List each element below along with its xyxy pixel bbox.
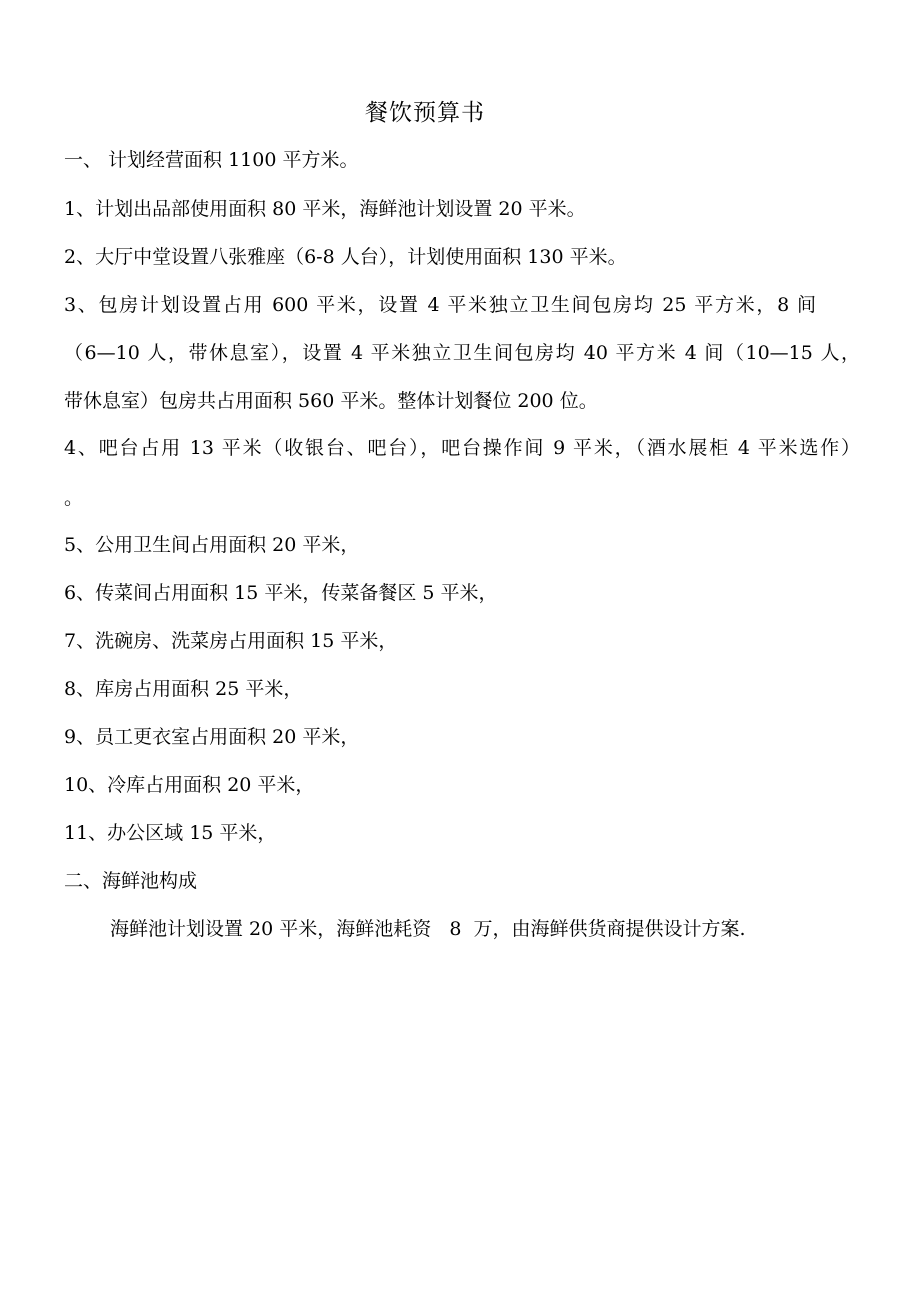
line-item-3-part-2: （6—10 人，带休息室），设置 4 平米独立卫生间包房均 40 平方米 4 间（10—15 人， bbox=[64, 342, 860, 364]
line-item-5: 5、公用卫生间占用面积 20 平米， bbox=[64, 534, 360, 556]
line-item-1: 1、计划出品部使用面积 80 平米，海鲜池计划设置 20 平米。 bbox=[64, 198, 586, 220]
line-section-2-body: 海鲜池计划设置 20 平米，海鲜池耗资 8 万，由海鲜供货商提供设计方案. bbox=[110, 918, 746, 940]
line-section-1-heading: 一、 计划经营面积 1100 平方米。 bbox=[64, 149, 359, 171]
line-item-9: 9、员工更衣室占用面积 20 平米， bbox=[64, 726, 360, 748]
line-section-2-heading: 二、海鲜池构成 bbox=[64, 870, 198, 892]
line-item-8: 8、库房占用面积 25 平米， bbox=[64, 678, 303, 700]
line-item-2: 2、大厅中堂设置八张雅座（6-8 人台），计划使用面积 130 平米。 bbox=[64, 246, 627, 268]
line-item-10: 10、冷库占用面积 20 平米， bbox=[64, 774, 315, 796]
line-item-4-part-2: 。 bbox=[64, 487, 84, 509]
line-item-3-part-1: 3、包房计划设置占用 600 平米，设置 4 平米独立卫生间包房均 25 平方米，8 间 bbox=[64, 294, 816, 316]
document-title: 餐饮预算书 bbox=[365, 100, 485, 126]
line-item-11: 11、办公区域 15 平米， bbox=[64, 822, 277, 844]
line-item-6: 6、传菜间占用面积 15 平米，传菜备餐区 5 平米， bbox=[64, 582, 498, 604]
line-item-4-part-1: 4、吧台占用 13 平米（收银台、吧台），吧台操作间 9 平米，（酒水展柜 4 平米选作） bbox=[64, 437, 860, 459]
line-item-3-part-3: 带休息室）包房共占用面积 560 平米。整体计划餐位 200 位。 bbox=[64, 390, 598, 412]
line-item-7: 7、洗碗房、洗菜房占用面积 15 平米， bbox=[64, 630, 398, 652]
